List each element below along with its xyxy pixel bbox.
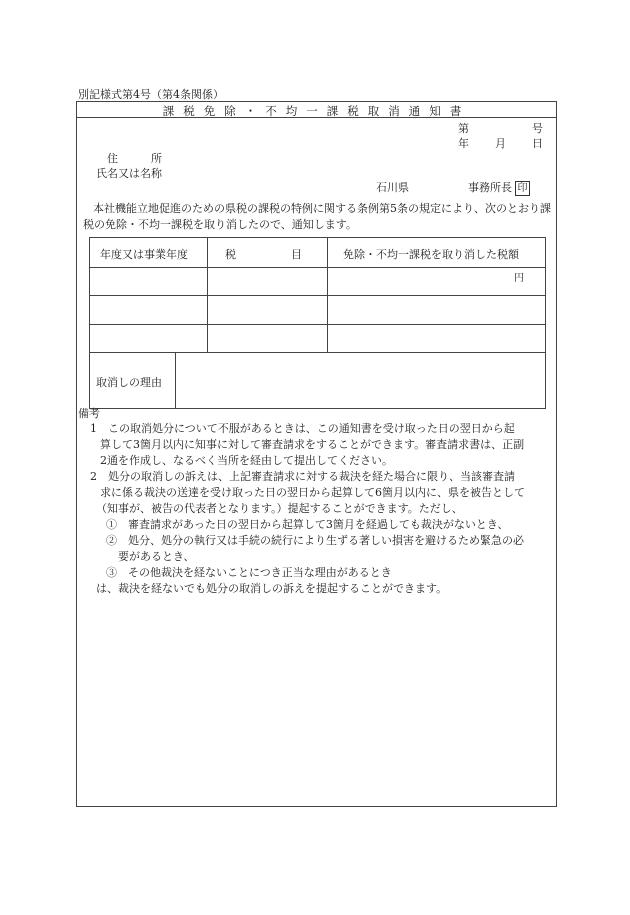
note-line: ② 処分、処分の執行又は手続の続行により生ずる著しい損害を避けるため緊急の必 [106, 534, 524, 547]
reason-divider [175, 352, 176, 408]
table-col-divider [207, 238, 208, 352]
notes-title: 備考 [78, 407, 100, 420]
note-line: 算して3箇月以内に知事に対して審査請求をすることができます。審査請求書は、正副 [100, 438, 525, 451]
table-row-divider [90, 352, 545, 353]
note-line: （知事が、被告の代表者となります。）提起することができます。ただし、 [96, 502, 463, 515]
note-line: は、裁決を経ないでも処分の取消しの訴えを提起することができます。 [96, 582, 448, 595]
address-label: 住 所 [107, 152, 162, 165]
date-day: 日 [532, 137, 543, 150]
seal-box: 印 [515, 181, 530, 196]
form-label: 別記様式第4号（第4条関係） [78, 88, 224, 101]
date-month: 月 [495, 137, 506, 150]
header-fiscal-year: 年度又は事業年度 [100, 248, 188, 261]
doc-number-label: 第 [458, 122, 469, 135]
reason-label: 取消しの理由 [96, 376, 162, 389]
tax-table [89, 237, 546, 409]
name-label: 氏名又は名称 [96, 167, 162, 180]
note-line: ③ その他裁決を経ないことにつき正当な理由があるとき [106, 566, 392, 579]
date-year: 年 [458, 137, 469, 150]
document-title: 課税免除・不均一課税取消通知書 [162, 104, 471, 118]
issuer-office-label: 事務所長 [468, 181, 512, 194]
note-line: 要があるとき、 [118, 550, 195, 563]
note-line: 1 この取消処分について不服があるときは、この通知書を受け取った日の翌日から起 [90, 422, 515, 435]
note-line: 2通を作成し、なるべく当所を経由して提出してください。 [100, 454, 393, 467]
note-line: 求に係る裁決の送達を受け取った日の翌日から起算して6箇月以内に、県を被告として [100, 486, 525, 499]
header-tax-item: 税 目 [225, 248, 302, 261]
issuer-office [468, 179, 530, 196]
table-row-divider [90, 267, 545, 268]
yen-unit: 円 [514, 273, 524, 284]
title-divider [77, 117, 556, 118]
header-cancelled-amount: 免除・不均一課税を取り消した税額 [343, 248, 519, 261]
table-col-divider [327, 238, 328, 352]
note-line: 2 処分の取消しの訴えは、上記審査請求に対する裁決を経た場合に限り、当該審査請 [90, 470, 515, 483]
table-row-divider [90, 324, 545, 325]
body-paragraph: 本社機能立地促進のための県税の課税の特例に関する条例第5条の規定により、次のとおり課税の免除・不均一課税を取り消したので、通知します。 [83, 202, 551, 231]
table-row-divider [90, 295, 545, 296]
note-line: ① 審査請求があった日の翌日から起算して3箇月を経過しても裁決がないとき、 [106, 518, 509, 531]
issuer-prefecture: 石川県 [376, 181, 409, 194]
doc-number-suffix: 号 [532, 122, 543, 135]
